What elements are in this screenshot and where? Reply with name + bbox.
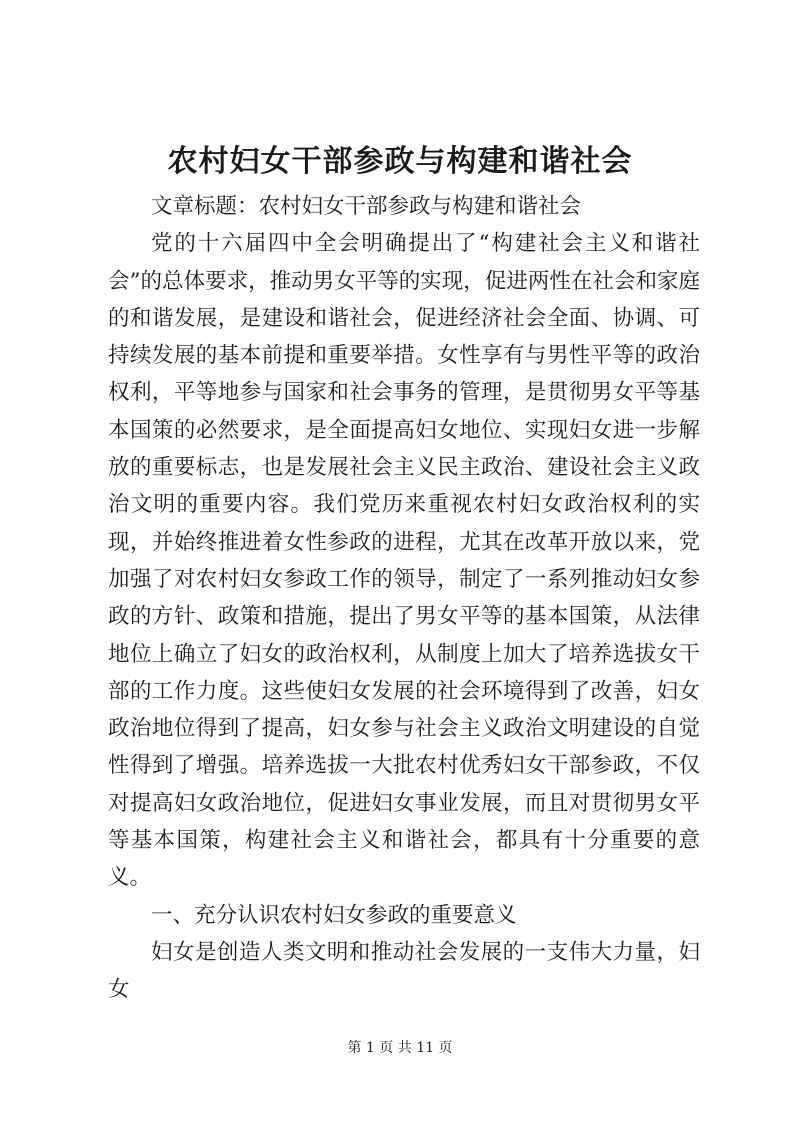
article-title-line: 文章标题：农村妇女干部参政与构建和谐社会 bbox=[151, 194, 582, 219]
body-paragraph: 妇女是创造人类文明和推动社会发展的一支伟大力量，妇女 bbox=[108, 939, 700, 1003]
document-body bbox=[108, 188, 700, 1009]
document-title: 农村妇女干部参政与构建和谐社会 bbox=[167, 144, 633, 179]
section-heading: 一、充分认识农村妇女参政的重要意义 bbox=[151, 902, 517, 928]
body-paragraph: 党的十六届四中全会明确提出了“构建社会主义和谐社会”的总体要求，推动男女平等的实现，促进两性在社会和家庭的和谐发展，是建设和谐社会，促进经济社会全面、协调、可持续发展的基本前提和重要举措。女性享有与男性平等的政治权利，平等地参与国家和社会事务的管理，是贯彻男女平等基本国策的必然要求，是全面提高妇女地位、实现妇女进一步解放的重要标志，也是发展社会主义民主政治、建设社会主义政治文明的重要内容。我们党历来重视农村妇女政治权利的实现，并始终推进着女性参政的进程，尤其在改革开放以来，党加强了对农村妇女参政工作的领导，制定了一系列推动妇女参政的方针、政策和措施，提出了男女平等的基本国策，从法律地位上确立了妇女的政治权利，从制度上加大了培养选拔女干部的工作力度。这些使妇女发展的社会环境得到了改善，妇女政治地位得到了提高，妇女参与社会主义政治文明建设的自觉性得到了增强。培养选拔一大批农村优秀妇女干部参政，不仅对提高妇女政治地位，促进妇女事业发展，而且对贯彻男女平等基本国策，构建社会主义和谐社会，都具有十分重要的意义。 bbox=[108, 231, 700, 891]
page-footer: 第 1 页 共 11 页 bbox=[347, 1040, 453, 1056]
